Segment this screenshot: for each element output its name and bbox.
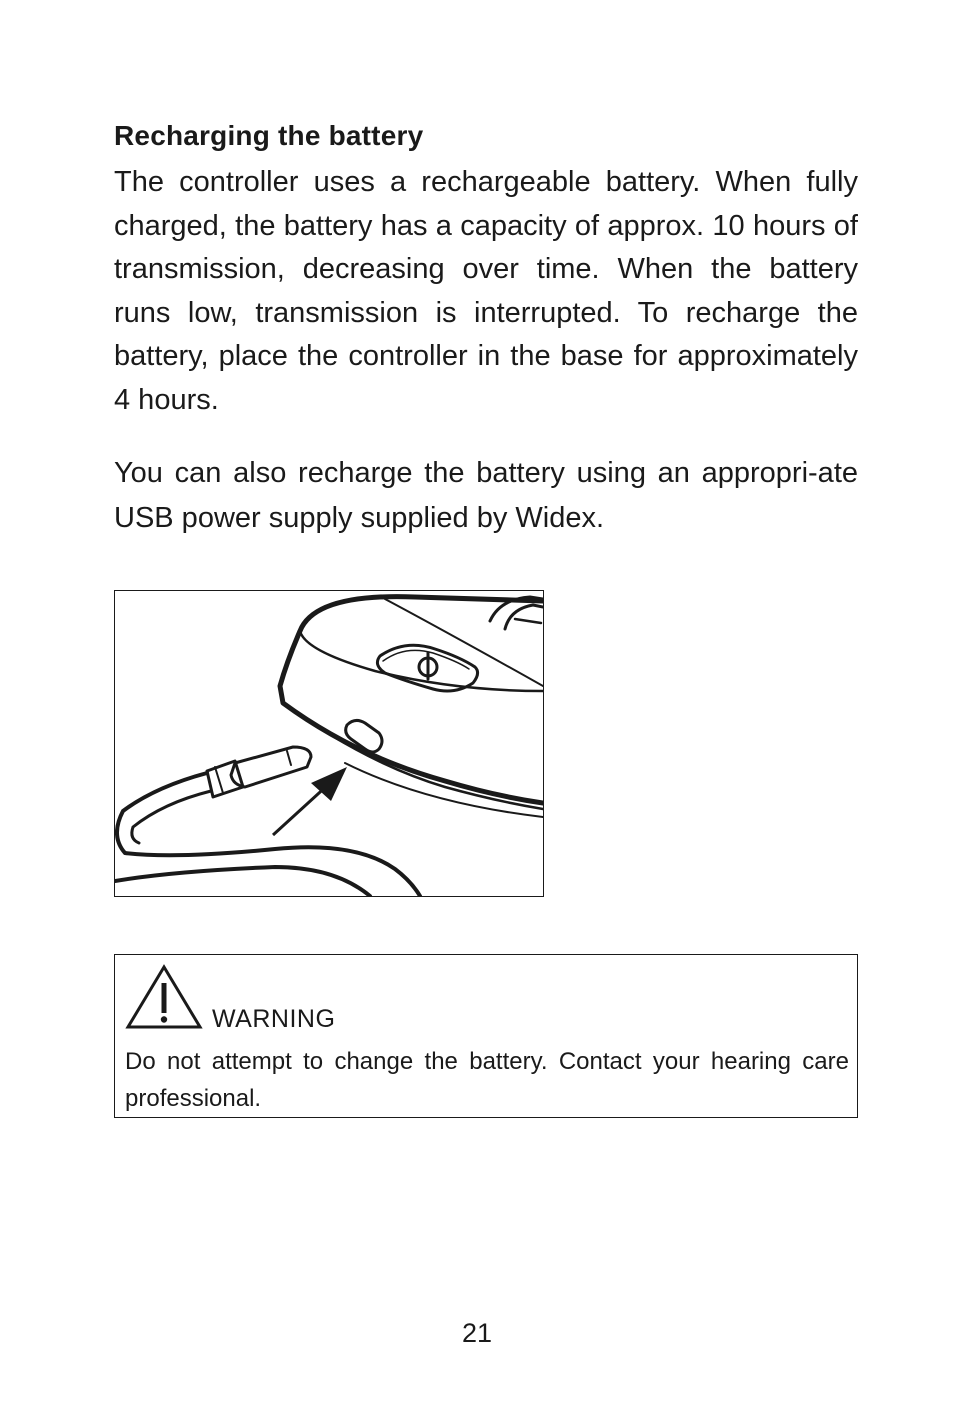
usb-charging-figure xyxy=(114,590,544,897)
section-heading: Recharging the battery xyxy=(114,120,424,151)
warning-box xyxy=(114,954,858,1118)
warning-title: WARNING xyxy=(212,1005,336,1033)
usb-plug xyxy=(231,747,311,787)
warning-text: Do not attempt to change the battery. Contact your hearing care professional. xyxy=(125,1048,849,1112)
arrow-icon xyxy=(273,767,347,835)
usb-cable xyxy=(117,773,420,896)
body-paragraph-charging: The controller uses a rechargeable battery. When fully charged, the battery has a capacity of approx. 10 hours of transmission, decreasing over time. When the battery runs low, transmission is interrupted. To recharge the battery, place the controller in the base for approximately 4 hours. xyxy=(114,166,858,416)
page-number: 21 xyxy=(461,1318,493,1348)
body-paragraph-usb: You can also recharge the battery using an appropri-ate USB power supply supplied by Widex. xyxy=(114,457,858,534)
usb-charging-illustration xyxy=(115,591,543,896)
warning-triangle-icon xyxy=(125,963,203,1031)
controller-body xyxy=(280,597,543,803)
